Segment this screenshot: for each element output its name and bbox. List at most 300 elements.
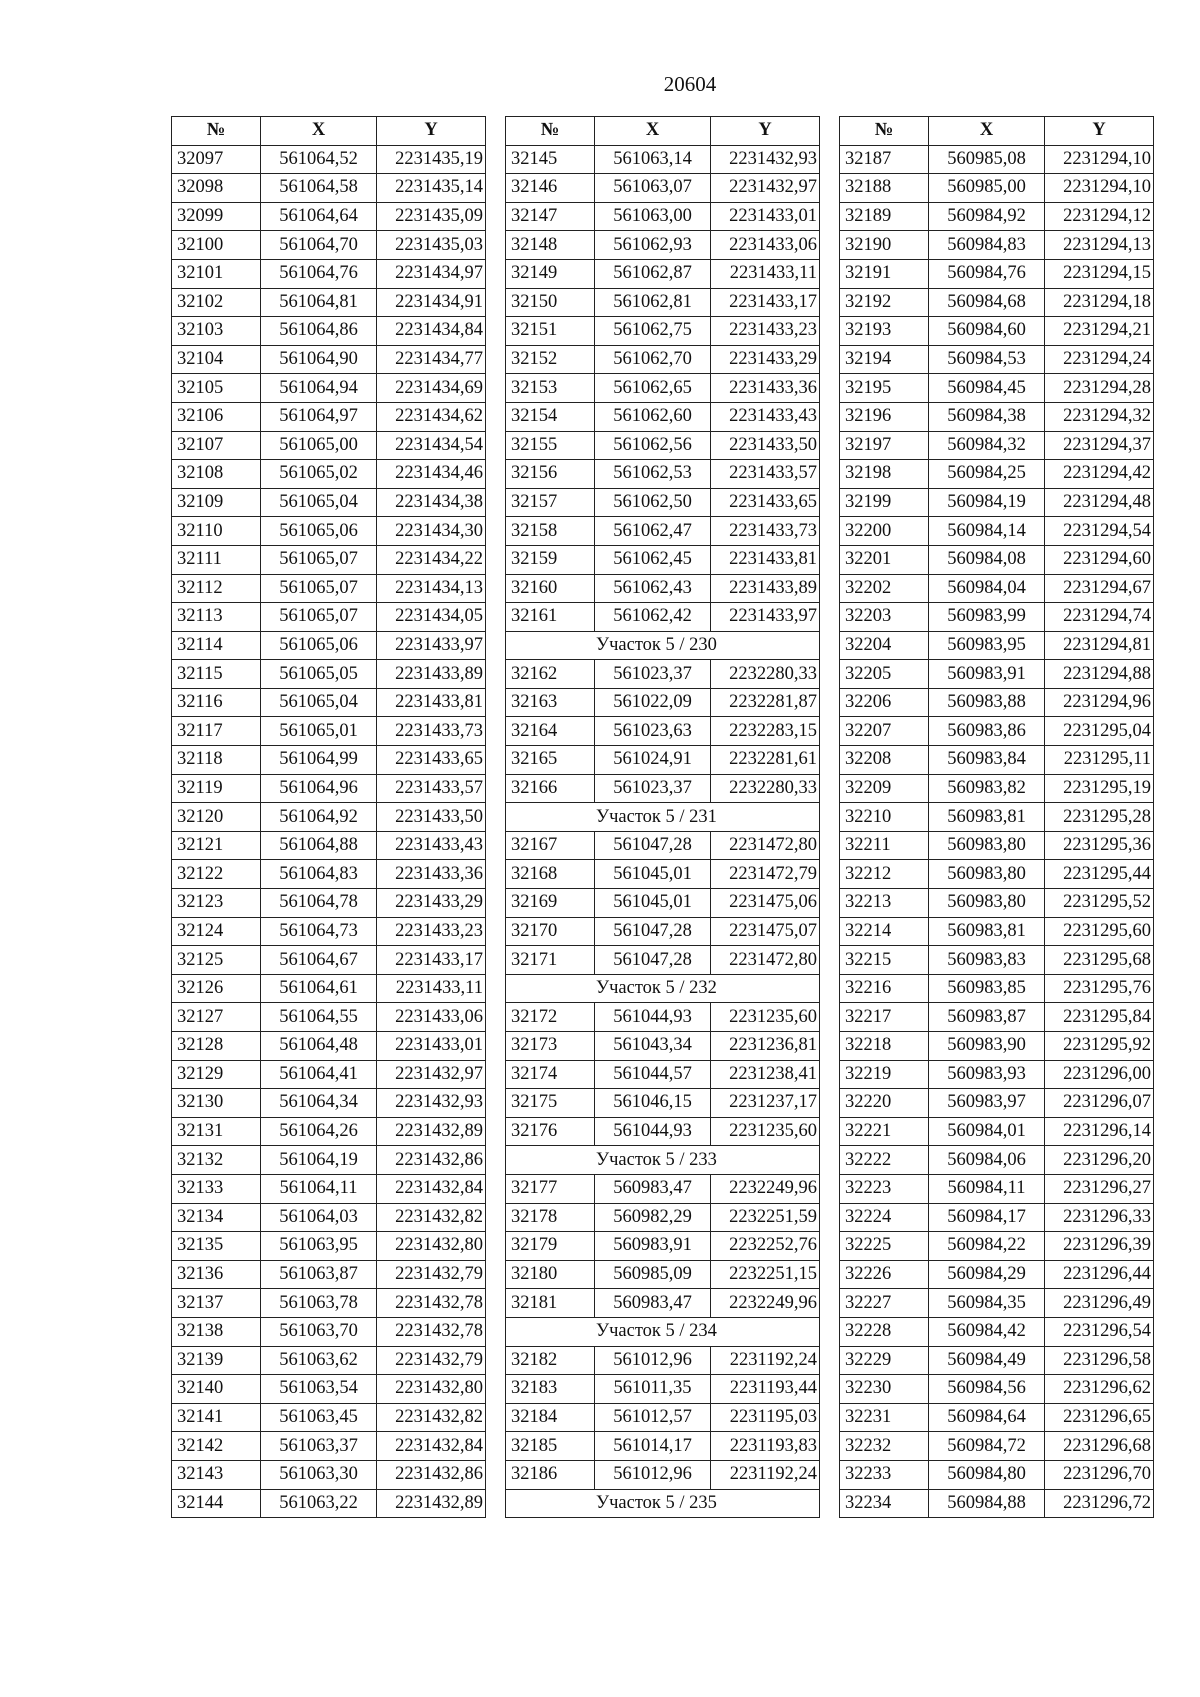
point-number-cell: 32207: [840, 717, 929, 746]
table-row: [840, 1117, 1154, 1146]
point-number-cell: 32155: [506, 431, 595, 460]
x-coordinate-cell: 560983,80: [929, 889, 1045, 918]
x-coordinate-cell: 561064,34: [261, 1089, 377, 1118]
section-row: [506, 1146, 820, 1175]
table-row: [506, 202, 820, 231]
y-coordinate-cell: 2231433,65: [377, 746, 486, 775]
coordinates-table-2: [505, 116, 820, 1518]
point-number-cell: 32169: [506, 889, 595, 918]
x-coordinate-cell: 561062,47: [595, 517, 711, 546]
section-row: [506, 803, 820, 832]
point-number-cell: 32229: [840, 1346, 929, 1375]
table-row: [172, 1403, 486, 1432]
x-coordinate-cell: 561063,30: [261, 1460, 377, 1489]
x-coordinate-cell: 561012,96: [595, 1346, 711, 1375]
table-row: [172, 345, 486, 374]
point-number-cell: 32160: [506, 574, 595, 603]
y-coordinate-cell: 2231434,69: [377, 374, 486, 403]
header-y: Y: [711, 117, 820, 146]
x-coordinate-cell: 560984,72: [929, 1432, 1045, 1461]
y-coordinate-cell: 2231294,28: [1045, 374, 1154, 403]
point-number-cell: 32234: [840, 1489, 929, 1518]
table-row: [506, 431, 820, 460]
x-coordinate-cell: 561064,97: [261, 402, 377, 431]
x-coordinate-cell: 560983,91: [929, 660, 1045, 689]
point-number-cell: 32216: [840, 974, 929, 1003]
table-row: [840, 1346, 1154, 1375]
point-number-cell: 32123: [172, 889, 261, 918]
header-row: [172, 117, 486, 146]
x-coordinate-cell: 560984,25: [929, 460, 1045, 489]
x-coordinate-cell: 560985,00: [929, 174, 1045, 203]
table-row: [172, 517, 486, 546]
y-coordinate-cell: 2231433,89: [377, 660, 486, 689]
point-number-cell: 32202: [840, 574, 929, 603]
table-row: [840, 174, 1154, 203]
y-coordinate-cell: 2231295,68: [1045, 946, 1154, 975]
point-number-cell: 32218: [840, 1032, 929, 1061]
table-row: [172, 803, 486, 832]
table-row: [172, 259, 486, 288]
y-coordinate-cell: 2231235,60: [711, 1003, 820, 1032]
y-coordinate-cell: 2231294,67: [1045, 574, 1154, 603]
y-coordinate-cell: 2231294,15: [1045, 259, 1154, 288]
table-row: [172, 688, 486, 717]
point-number-cell: 32125: [172, 946, 261, 975]
table-row: [506, 402, 820, 431]
y-coordinate-cell: 2231433,17: [377, 946, 486, 975]
table-row: [840, 946, 1154, 975]
point-number-cell: 32130: [172, 1089, 261, 1118]
x-coordinate-cell: 561064,90: [261, 345, 377, 374]
x-coordinate-cell: 560983,80: [929, 860, 1045, 889]
x-coordinate-cell: 560984,08: [929, 545, 1045, 574]
table-row: [172, 1346, 486, 1375]
x-coordinate-cell: 561012,96: [595, 1460, 711, 1489]
table-row: [506, 1289, 820, 1318]
x-coordinate-cell: 561065,07: [261, 603, 377, 632]
point-number-cell: 32108: [172, 460, 261, 489]
x-coordinate-cell: 561065,04: [261, 488, 377, 517]
table-row: [840, 1317, 1154, 1346]
x-coordinate-cell: 561065,02: [261, 460, 377, 489]
point-number-cell: 32154: [506, 402, 595, 431]
point-number-cell: 32178: [506, 1203, 595, 1232]
table-row: [506, 917, 820, 946]
x-coordinate-cell: 560983,95: [929, 631, 1045, 660]
table-row: [506, 603, 820, 632]
y-coordinate-cell: 2231434,97: [377, 259, 486, 288]
section-label: Участок 5 / 232: [506, 974, 820, 1003]
point-number-cell: 32226: [840, 1260, 929, 1289]
x-coordinate-cell: 560984,35: [929, 1289, 1045, 1318]
x-coordinate-cell: 561064,03: [261, 1203, 377, 1232]
y-coordinate-cell: 2231432,84: [377, 1174, 486, 1203]
point-number-cell: 32117: [172, 717, 261, 746]
table-row: [840, 889, 1154, 918]
y-coordinate-cell: 2231475,06: [711, 889, 820, 918]
header-number: №: [840, 117, 929, 146]
x-coordinate-cell: 560983,81: [929, 917, 1045, 946]
x-coordinate-cell: 561023,63: [595, 717, 711, 746]
point-number-cell: 32184: [506, 1403, 595, 1432]
y-coordinate-cell: 2231294,10: [1045, 174, 1154, 203]
y-coordinate-cell: 2231294,18: [1045, 288, 1154, 317]
x-coordinate-cell: 561065,05: [261, 660, 377, 689]
y-coordinate-cell: 2231432,80: [377, 1375, 486, 1404]
y-coordinate-cell: 2232251,59: [711, 1203, 820, 1232]
table-row: [172, 717, 486, 746]
y-coordinate-cell: 2231296,49: [1045, 1289, 1154, 1318]
table-row: [506, 1032, 820, 1061]
point-number-cell: 32149: [506, 259, 595, 288]
x-coordinate-cell: 560983,85: [929, 974, 1045, 1003]
y-coordinate-cell: 2231433,11: [711, 259, 820, 288]
point-number-cell: 32170: [506, 917, 595, 946]
point-number-cell: 32212: [840, 860, 929, 889]
y-coordinate-cell: 2231295,60: [1045, 917, 1154, 946]
point-number-cell: 32167: [506, 831, 595, 860]
x-coordinate-cell: 561064,26: [261, 1117, 377, 1146]
table-row: [840, 860, 1154, 889]
table-row: [840, 1403, 1154, 1432]
x-coordinate-cell: 561023,37: [595, 774, 711, 803]
x-coordinate-cell: 561063,70: [261, 1317, 377, 1346]
x-coordinate-cell: 560984,68: [929, 288, 1045, 317]
y-coordinate-cell: 2231434,84: [377, 317, 486, 346]
point-number-cell: 32199: [840, 488, 929, 517]
y-coordinate-cell: 2231472,79: [711, 860, 820, 889]
table-row: [506, 374, 820, 403]
table-row: [506, 460, 820, 489]
point-number-cell: 32106: [172, 402, 261, 431]
y-coordinate-cell: 2231433,01: [711, 202, 820, 231]
table-row: [840, 603, 1154, 632]
point-number-cell: 32147: [506, 202, 595, 231]
y-coordinate-cell: 2231295,76: [1045, 974, 1154, 1003]
y-coordinate-cell: 2232280,33: [711, 774, 820, 803]
table-row: [840, 1460, 1154, 1489]
header-number: №: [506, 117, 595, 146]
table-row: [172, 174, 486, 203]
y-coordinate-cell: 2231295,04: [1045, 717, 1154, 746]
table-row: [172, 1375, 486, 1404]
x-coordinate-cell: 560983,93: [929, 1060, 1045, 1089]
point-number-cell: 32142: [172, 1432, 261, 1461]
point-number-cell: 32182: [506, 1346, 595, 1375]
table-row: [172, 974, 486, 1003]
point-number-cell: 32232: [840, 1432, 929, 1461]
y-coordinate-cell: 2231433,23: [711, 317, 820, 346]
y-coordinate-cell: 2232251,15: [711, 1260, 820, 1289]
point-number-cell: 32153: [506, 374, 595, 403]
y-coordinate-cell: 2231296,07: [1045, 1089, 1154, 1118]
table-row: [840, 259, 1154, 288]
point-number-cell: 32150: [506, 288, 595, 317]
y-coordinate-cell: 2231193,44: [711, 1375, 820, 1404]
x-coordinate-cell: 561062,93: [595, 231, 711, 260]
y-coordinate-cell: 2231433,73: [711, 517, 820, 546]
x-coordinate-cell: 561064,64: [261, 202, 377, 231]
y-coordinate-cell: 2231472,80: [711, 946, 820, 975]
point-number-cell: 32102: [172, 288, 261, 317]
header-row: [506, 117, 820, 146]
point-number-cell: 32103: [172, 317, 261, 346]
point-number-cell: 32221: [840, 1117, 929, 1146]
table-row: [506, 174, 820, 203]
table-row: [172, 1432, 486, 1461]
x-coordinate-cell: 560984,04: [929, 574, 1045, 603]
table-row: [506, 1174, 820, 1203]
y-coordinate-cell: 2231294,10: [1045, 145, 1154, 174]
x-coordinate-cell: 561065,07: [261, 545, 377, 574]
header-number: №: [172, 117, 261, 146]
y-coordinate-cell: 2231294,96: [1045, 688, 1154, 717]
table-row: [506, 1403, 820, 1432]
y-coordinate-cell: 2231193,83: [711, 1432, 820, 1461]
y-coordinate-cell: 2231434,54: [377, 431, 486, 460]
y-coordinate-cell: 2231296,58: [1045, 1346, 1154, 1375]
y-coordinate-cell: 2232283,15: [711, 717, 820, 746]
point-number-cell: 32137: [172, 1289, 261, 1318]
x-coordinate-cell: 561064,94: [261, 374, 377, 403]
table-row: [840, 231, 1154, 260]
x-coordinate-cell: 560984,88: [929, 1489, 1045, 1518]
x-coordinate-cell: 560983,82: [929, 774, 1045, 803]
table-row: [506, 1003, 820, 1032]
y-coordinate-cell: 2231294,88: [1045, 660, 1154, 689]
x-coordinate-cell: 560983,88: [929, 688, 1045, 717]
point-number-cell: 32219: [840, 1060, 929, 1089]
y-coordinate-cell: 2231433,43: [377, 831, 486, 860]
table-row: [172, 1289, 486, 1318]
table-row: [506, 1089, 820, 1118]
table-row: [172, 374, 486, 403]
x-coordinate-cell: 561062,60: [595, 402, 711, 431]
point-number-cell: 32098: [172, 174, 261, 203]
x-coordinate-cell: 560984,22: [929, 1232, 1045, 1261]
y-coordinate-cell: 2231434,62: [377, 402, 486, 431]
y-coordinate-cell: 2231433,57: [377, 774, 486, 803]
y-coordinate-cell: 2231434,38: [377, 488, 486, 517]
y-coordinate-cell: 2231295,36: [1045, 831, 1154, 860]
table-row: [840, 1232, 1154, 1261]
y-coordinate-cell: 2231296,00: [1045, 1060, 1154, 1089]
y-coordinate-cell: 2231237,17: [711, 1089, 820, 1118]
y-coordinate-cell: 2231294,48: [1045, 488, 1154, 517]
table-row: [172, 603, 486, 632]
y-coordinate-cell: 2231435,09: [377, 202, 486, 231]
y-coordinate-cell: 2231432,80: [377, 1232, 486, 1261]
point-number-cell: 32171: [506, 946, 595, 975]
point-number-cell: 32179: [506, 1232, 595, 1261]
point-number-cell: 32175: [506, 1089, 595, 1118]
point-number-cell: 32128: [172, 1032, 261, 1061]
x-coordinate-cell: 561064,11: [261, 1174, 377, 1203]
table-row: [172, 231, 486, 260]
x-coordinate-cell: 561063,22: [261, 1489, 377, 1518]
point-number-cell: 32157: [506, 488, 595, 517]
table-row: [506, 488, 820, 517]
table-row: [840, 1060, 1154, 1089]
point-number-cell: 32172: [506, 1003, 595, 1032]
y-coordinate-cell: 2231296,54: [1045, 1317, 1154, 1346]
table-row: [172, 1003, 486, 1032]
x-coordinate-cell: 560984,83: [929, 231, 1045, 260]
x-coordinate-cell: 560983,86: [929, 717, 1045, 746]
y-coordinate-cell: 2231296,44: [1045, 1260, 1154, 1289]
y-coordinate-cell: 2231434,22: [377, 545, 486, 574]
table-row: [840, 1032, 1154, 1061]
y-coordinate-cell: 2231432,78: [377, 1289, 486, 1318]
table-row: [506, 317, 820, 346]
section-label: Участок 5 / 231: [506, 803, 820, 832]
y-coordinate-cell: 2231435,14: [377, 174, 486, 203]
x-coordinate-cell: 561062,65: [595, 374, 711, 403]
point-number-cell: 32186: [506, 1460, 595, 1489]
y-coordinate-cell: 2231475,07: [711, 917, 820, 946]
x-coordinate-cell: 560983,83: [929, 946, 1045, 975]
table-row: [172, 574, 486, 603]
x-coordinate-cell: 560984,11: [929, 1174, 1045, 1203]
x-coordinate-cell: 561063,00: [595, 202, 711, 231]
point-number-cell: 32100: [172, 231, 261, 260]
table-row: [840, 431, 1154, 460]
x-coordinate-cell: 561063,45: [261, 1403, 377, 1432]
y-coordinate-cell: 2231432,97: [711, 174, 820, 203]
x-coordinate-cell: 561064,41: [261, 1060, 377, 1089]
table-row: [172, 145, 486, 174]
point-number-cell: 32228: [840, 1317, 929, 1346]
section-label: Участок 5 / 234: [506, 1317, 820, 1346]
x-coordinate-cell: 560983,97: [929, 1089, 1045, 1118]
point-number-cell: 32177: [506, 1174, 595, 1203]
y-coordinate-cell: 2231296,39: [1045, 1232, 1154, 1261]
table-row: [172, 545, 486, 574]
point-number-cell: 32194: [840, 345, 929, 374]
x-coordinate-cell: 560983,47: [595, 1289, 711, 1318]
x-coordinate-cell: 560984,92: [929, 202, 1045, 231]
point-number-cell: 32208: [840, 746, 929, 775]
y-coordinate-cell: 2231433,36: [711, 374, 820, 403]
y-coordinate-cell: 2231236,81: [711, 1032, 820, 1061]
y-coordinate-cell: 2231294,32: [1045, 402, 1154, 431]
y-coordinate-cell: 2231433,57: [711, 460, 820, 489]
y-coordinate-cell: 2231433,65: [711, 488, 820, 517]
point-number-cell: 32190: [840, 231, 929, 260]
point-number-cell: 32211: [840, 831, 929, 860]
point-number-cell: 32185: [506, 1432, 595, 1461]
x-coordinate-cell: 561064,83: [261, 860, 377, 889]
point-number-cell: 32164: [506, 717, 595, 746]
x-coordinate-cell: 560984,19: [929, 488, 1045, 517]
table-row: [840, 402, 1154, 431]
table-row: [172, 746, 486, 775]
table-row: [506, 1346, 820, 1375]
y-coordinate-cell: 2232280,33: [711, 660, 820, 689]
x-coordinate-cell: 561045,01: [595, 889, 711, 918]
y-coordinate-cell: 2232249,96: [711, 1289, 820, 1318]
y-coordinate-cell: 2231432,89: [377, 1489, 486, 1518]
table-row: [506, 946, 820, 975]
y-coordinate-cell: 2231434,46: [377, 460, 486, 489]
table-row: [840, 374, 1154, 403]
table-row: [172, 202, 486, 231]
y-coordinate-cell: 2231296,65: [1045, 1403, 1154, 1432]
table-row: [840, 1174, 1154, 1203]
x-coordinate-cell: 561063,95: [261, 1232, 377, 1261]
y-coordinate-cell: 2231294,13: [1045, 231, 1154, 260]
table-row: [172, 660, 486, 689]
x-coordinate-cell: 561043,34: [595, 1032, 711, 1061]
section-row: [506, 1317, 820, 1346]
point-number-cell: 32116: [172, 688, 261, 717]
x-coordinate-cell: 560984,32: [929, 431, 1045, 460]
y-coordinate-cell: 2231294,21: [1045, 317, 1154, 346]
y-coordinate-cell: 2231295,28: [1045, 803, 1154, 832]
table-body: [506, 145, 820, 1518]
x-coordinate-cell: 560984,14: [929, 517, 1045, 546]
point-number-cell: 32151: [506, 317, 595, 346]
table-row: [840, 831, 1154, 860]
y-coordinate-cell: 2231296,68: [1045, 1432, 1154, 1461]
section-row: [506, 631, 820, 660]
point-number-cell: 32138: [172, 1317, 261, 1346]
x-coordinate-cell: 561064,92: [261, 803, 377, 832]
header-x: X: [595, 117, 711, 146]
coordinates-table-1: [171, 116, 486, 1518]
table-row: [506, 860, 820, 889]
x-coordinate-cell: 561024,91: [595, 746, 711, 775]
section-label: Участок 5 / 233: [506, 1146, 820, 1175]
table-row: [840, 317, 1154, 346]
point-number-cell: 32159: [506, 545, 595, 574]
section-label: Участок 5 / 230: [506, 631, 820, 660]
section-label: Участок 5 / 235: [506, 1489, 820, 1518]
point-number-cell: 32105: [172, 374, 261, 403]
y-coordinate-cell: 2231432,93: [377, 1089, 486, 1118]
point-number-cell: 32121: [172, 831, 261, 860]
y-coordinate-cell: 2231432,97: [377, 1060, 486, 1089]
point-number-cell: 32119: [172, 774, 261, 803]
x-coordinate-cell: 561044,57: [595, 1060, 711, 1089]
point-number-cell: 32152: [506, 345, 595, 374]
y-coordinate-cell: 2231296,72: [1045, 1489, 1154, 1518]
x-coordinate-cell: 561064,58: [261, 174, 377, 203]
point-number-cell: 32107: [172, 431, 261, 460]
y-coordinate-cell: 2231434,30: [377, 517, 486, 546]
y-coordinate-cell: 2231433,81: [377, 688, 486, 717]
header-x: X: [261, 117, 377, 146]
table-row: [172, 889, 486, 918]
point-number-cell: 32174: [506, 1060, 595, 1089]
point-number-cell: 32165: [506, 746, 595, 775]
table-row: [172, 1203, 486, 1232]
point-number-cell: 32214: [840, 917, 929, 946]
table-row: [172, 1260, 486, 1289]
x-coordinate-cell: 561062,81: [595, 288, 711, 317]
table-row: [172, 631, 486, 660]
table-row: [172, 1089, 486, 1118]
point-number-cell: 32201: [840, 545, 929, 574]
point-number-cell: 32187: [840, 145, 929, 174]
point-number-cell: 32124: [172, 917, 261, 946]
x-coordinate-cell: 561064,86: [261, 317, 377, 346]
y-coordinate-cell: 2231295,19: [1045, 774, 1154, 803]
x-coordinate-cell: 561062,45: [595, 545, 711, 574]
table-row: [840, 688, 1154, 717]
table-row: [172, 317, 486, 346]
